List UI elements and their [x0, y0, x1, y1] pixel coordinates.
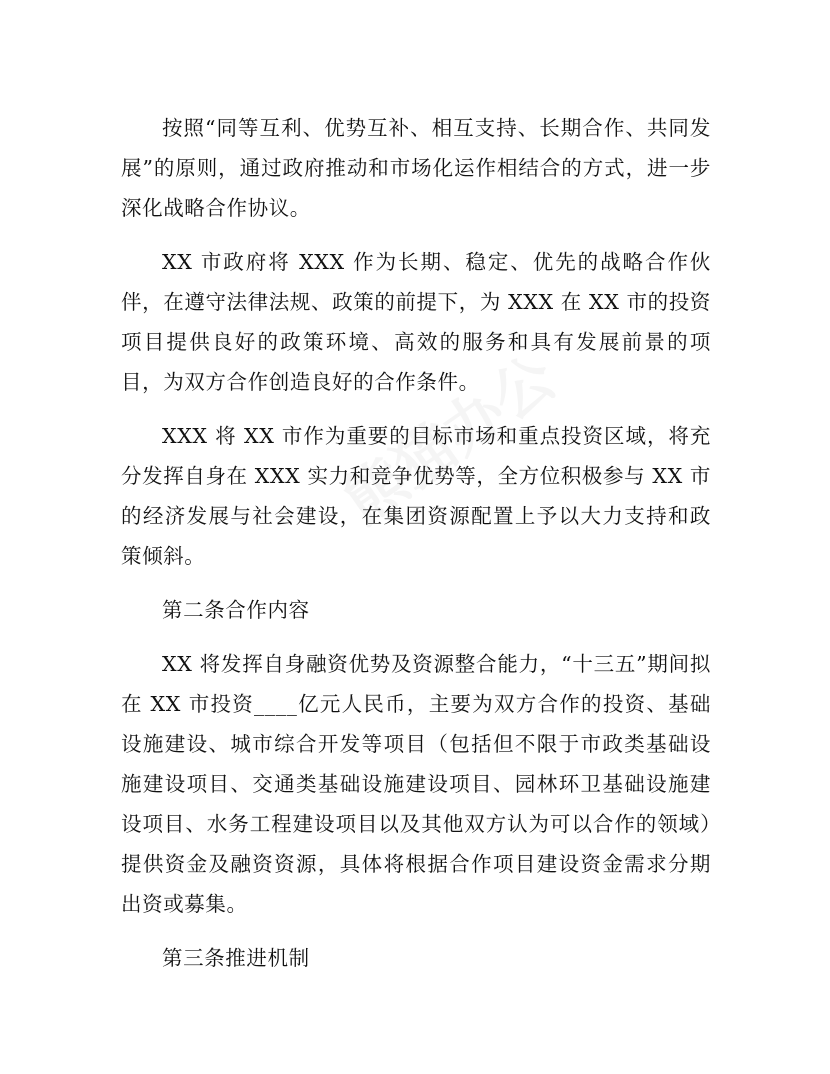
document-body	[121, 108, 711, 992]
section-heading-cooperation-content: 第二条合作内容	[162, 598, 310, 622]
paragraph-cooperation-content: XX 将发挥自身融资优势及资源整合能力，“十三五”期间拟在 XX 市投资____亿元人民币，主要为双方合作的投资、基础设施建设、城市综合开发等项目（包括但不限于市政类基础设施建设项目、交通类基础设施建设项目、园林环卫基础设施建设项目、水务工程建设项目以及其他双方认为可以合作的领域）提供资金及融资资源，具体将根据合作项目建设资金需求分期出资或募集。	[121, 652, 711, 916]
paragraph-principles: 按照“同等互利、优势互补、相互支持、长期合作、共同发展”的原则，通过政府推动和市场化运作相结合的方式，进一步深化战略合作协议。	[121, 116, 711, 220]
paragraph-company-commitment: XXX 将 XX 市作为重要的目标市场和重点投资区域，将充分发挥自身在 XXX 实力和竞争优势等，全方位积极参与 XX 市的经济发展与社会建设，在集团资源配置上予以大力支持和政策倾斜。	[121, 424, 711, 568]
paragraph-government-commitment: XX 市政府将 XXX 作为长期、稳定、优先的战略合作伙伴，在遵守法律法规、政策的前提下，为 XXX 在 XX 市的投资项目提供良好的政策环境、高效的服务和具有发展前景的项目，为双方合作创造良好的合作条件。	[121, 250, 711, 394]
section-heading-promotion-mechanism: 第三条推进机制	[162, 946, 310, 970]
